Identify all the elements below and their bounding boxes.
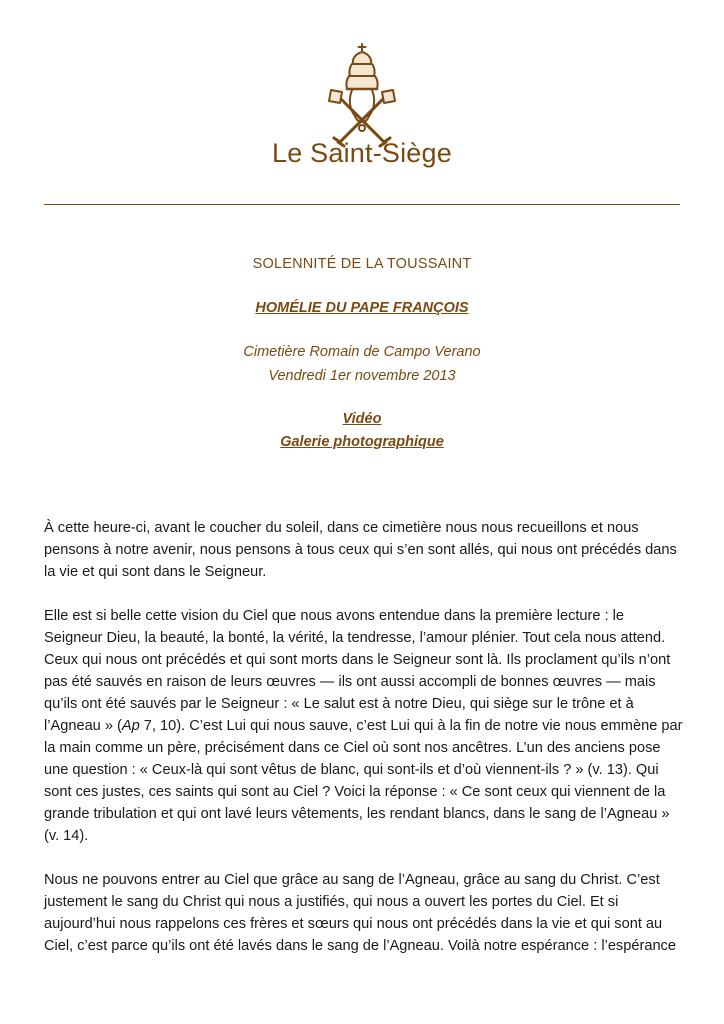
paragraph bbox=[44, 605, 684, 847]
homily-date: Vendredi 1er novembre 2013 bbox=[268, 368, 456, 384]
video-link[interactable]: Vidéo bbox=[342, 411, 382, 427]
site-title: Le Saint-Siège bbox=[272, 138, 452, 168]
homily-place: Cimetière Romain de Campo Verano bbox=[243, 344, 481, 360]
photo-gallery-link[interactable]: Galerie photographique bbox=[280, 434, 444, 450]
paragraph: À cette heure-ci, avant le coucher du soleil, dans ce cimetière nous nous recueillons et nous pensons à notre avenir, nous pensons à tous ceux qui s’en sont allés, qui nous ont précédés dans la vie et qui sont dans le Seigneur. bbox=[44, 520, 677, 580]
page-header bbox=[0, 0, 724, 210]
paragraph: Nous ne pouvons entrer au Ciel que grâce au sang de l’Agneau, grâce au sang du Christ. C’est justement le sang du Christ qui nous a justifiés, qui nous a ouvert les portes du Ciel. Et si aujourd’hui nous rappelons ces frères et sœurs qui nous ont précédés dans la vie et qui sont au Ciel, c’est parce qu’ils ont été lavés dans le sang de l’Agneau. Voilà notre espérance : l’espérance bbox=[44, 872, 676, 954]
header-divider bbox=[44, 204, 680, 205]
paragraph-text: Elle est si belle cette vision du Ciel que nous avons entendue dans la première lecture : le Seigneur Dieu, la beauté, la bonté, la vérité, la tendresse, l’amour plénier. Tout cela nous attend. Ceux qui nous ont précédés et qui sont morts dans le Seigneur sont là. Ils proclament qu’ils n’ont pas été sauvés en raison de leurs œuvres — ils ont aussi accompli de bonnes œuvres — mais qu’ils ont été sauvés par le Seigneur : « Le salut est à notre Dieu, qui siège sur le trône et à l’Agneau » ( bbox=[44, 608, 671, 734]
scripture-book-ref: Ap bbox=[121, 718, 140, 734]
solemnity-heading: SOLENNITÉ DE LA TOUSSAINT bbox=[252, 256, 472, 272]
homily-title: HOMÉLIE DU PAPE FRANÇOIS bbox=[255, 300, 469, 316]
paragraph-text: 7, 10). C’est Lui qui nous sauve, c’est Lui qui à la fin de notre vie nous emmène par la main comme un père, précisément dans ce Ciel où sont nos ancêtres. L’un des anciens pose une question : « Ceux-là qui sont vêtus de blanc, qui sont-ils et d’où viennent-ils ? » (v. 13). Qui sont ces justes, ces saints qui sont au Ciel ? Voici la réponse : « Ce sont ceux qui viennent de la grande tribulation et qui ont lavé leurs vêtements, les rendant blancs, dans le sang de l’Agneau » (v. 14). bbox=[44, 718, 683, 844]
homily-body bbox=[44, 517, 684, 979]
papal-keys-tiara-icon bbox=[322, 42, 402, 150]
